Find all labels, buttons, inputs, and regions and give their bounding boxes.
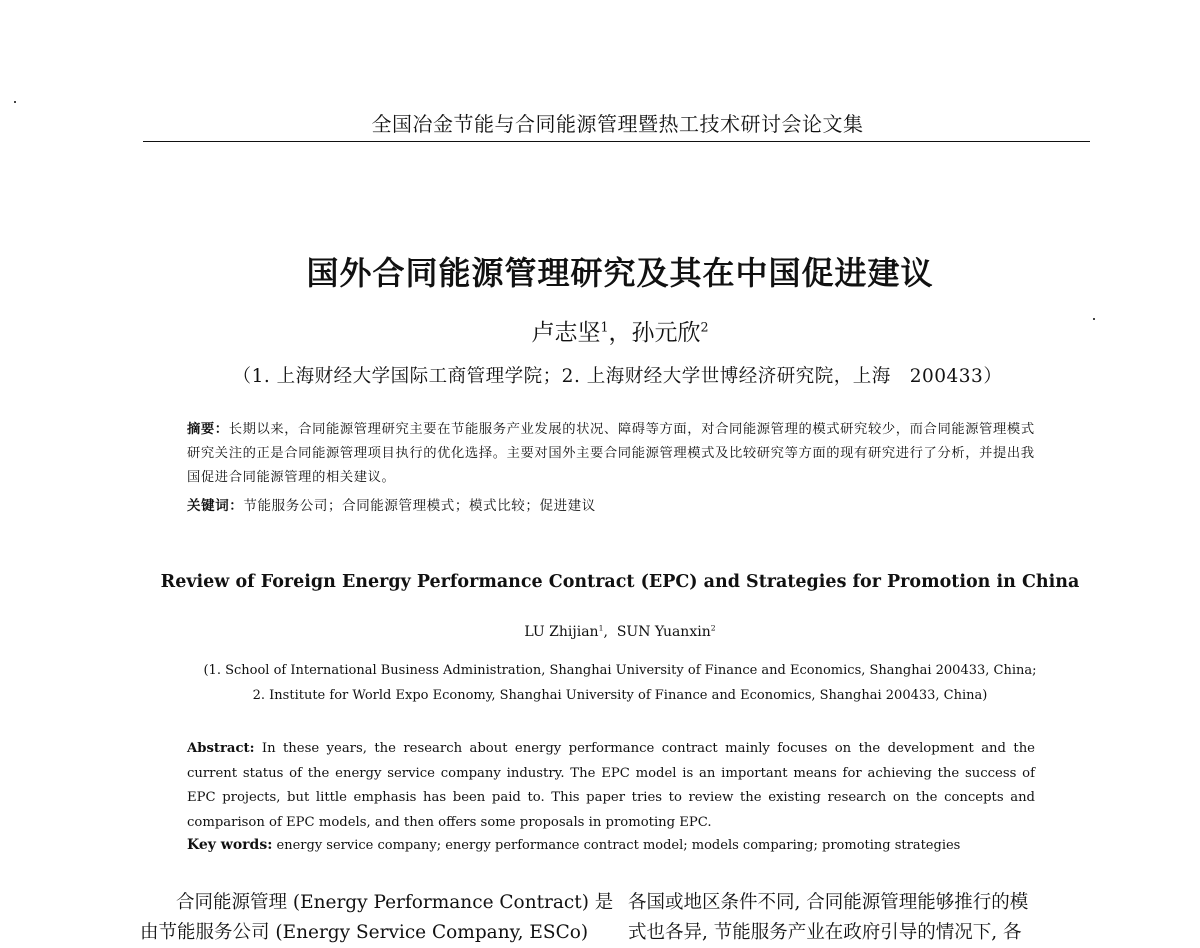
- author-affil-mark: 2: [700, 319, 709, 335]
- author-name: 孙元欣: [631, 320, 701, 346]
- authors-zh: [150, 314, 1090, 347]
- keywords-en: [187, 837, 1037, 853]
- author-separator: ，: [608, 320, 632, 346]
- author-affil-mark: 1: [600, 319, 609, 335]
- abstract-label-en: Abstract:: [187, 741, 255, 756]
- keywords-text-en: energy service company; energy performance contract model; models comparing; promoting strategies: [276, 838, 961, 853]
- body-line: 由节能服务公司 (Energy Service Company, ESCo): [140, 922, 589, 943]
- author-affil-mark: 1: [598, 623, 604, 633]
- abstract-zh: [187, 418, 1037, 490]
- abstract-text-en: In these years, the research about energy performance contract mainly focuses on the development and the current status of the energy service company industry. The EPC model is an important means for achieving the success of EPC projects, but little emphasis has been paid to. This paper tries to review the existing research on the concepts and comparison of EPC models, and then offers some proposals in promoting EPC.: [187, 741, 1035, 830]
- affiliation-en-line: (1. School of International Business Administration, Shanghai University of Finance and Economics, Shanghai 200433, China;: [203, 663, 1037, 678]
- running-header: 全国冶金节能与合同能源管理暨热工技术研讨会论文集: [371, 112, 864, 136]
- author-name: 卢志坚: [531, 320, 601, 346]
- affiliation-en: [150, 658, 1090, 708]
- author-name: SUN Yuanxin: [616, 624, 711, 640]
- paper-title-en: Review of Foreign Energy Performance Contract (EPC) and Strategies for Promotion in China: [160, 572, 1080, 592]
- keywords-label-zh: 关键词：: [187, 498, 244, 514]
- body-line: 各国或地区条件不同, 合同能源管理能够推行的模: [628, 892, 1029, 913]
- keywords-text-zh: 节能服务公司；合同能源管理模式；模式比较；促进建议: [243, 498, 596, 514]
- abstract-en: [187, 737, 1035, 835]
- scan-speck: [14, 101, 16, 103]
- author-affil-mark: 2: [710, 623, 716, 633]
- abstract-text-zh: 长期以来，合同能源管理研究主要在节能服务产业发展的状况、障碍等方面，对合同能源管理的模式研究较少，而合同能源管理模式研究关注的正是合同能源管理项目执行的优化选择。主要对国外主要合同能源管理模式及比较研究等方面的现有研究进行了分析，并提出我国促进合同能源管理的相关建议。: [187, 422, 1035, 485]
- body-column-right: [628, 888, 1088, 948]
- scan-speck: [1093, 318, 1095, 320]
- affiliation-en-line: 2. Institute for World Expo Economy, Shanghai University of Finance and Economics, Shanghai 200433, China): [252, 688, 988, 703]
- affiliation-zh: （1. 上海财经大学国际工商管理学院；2. 上海财经大学世博经济研究院，上海 200433）: [232, 366, 1003, 387]
- body-column-left: [140, 888, 614, 948]
- abstract-label-zh: 摘要：: [187, 422, 229, 437]
- keywords-zh: [187, 494, 1037, 514]
- authors-en: [150, 624, 1090, 640]
- author-name: LU Zhijian: [524, 624, 599, 640]
- header-rule: [143, 141, 1090, 142]
- keywords-label-en: Key words:: [187, 837, 273, 853]
- body-line: 合同能源管理 (Energy Performance Contract) 是: [176, 892, 614, 913]
- body-line: 式也各异, 节能服务产业在政府引导的情况下, 各: [628, 922, 1022, 943]
- paper-title-zh: 国外合同能源管理研究及其在中国促进建议: [306, 254, 934, 292]
- author-separator: ,: [603, 624, 617, 640]
